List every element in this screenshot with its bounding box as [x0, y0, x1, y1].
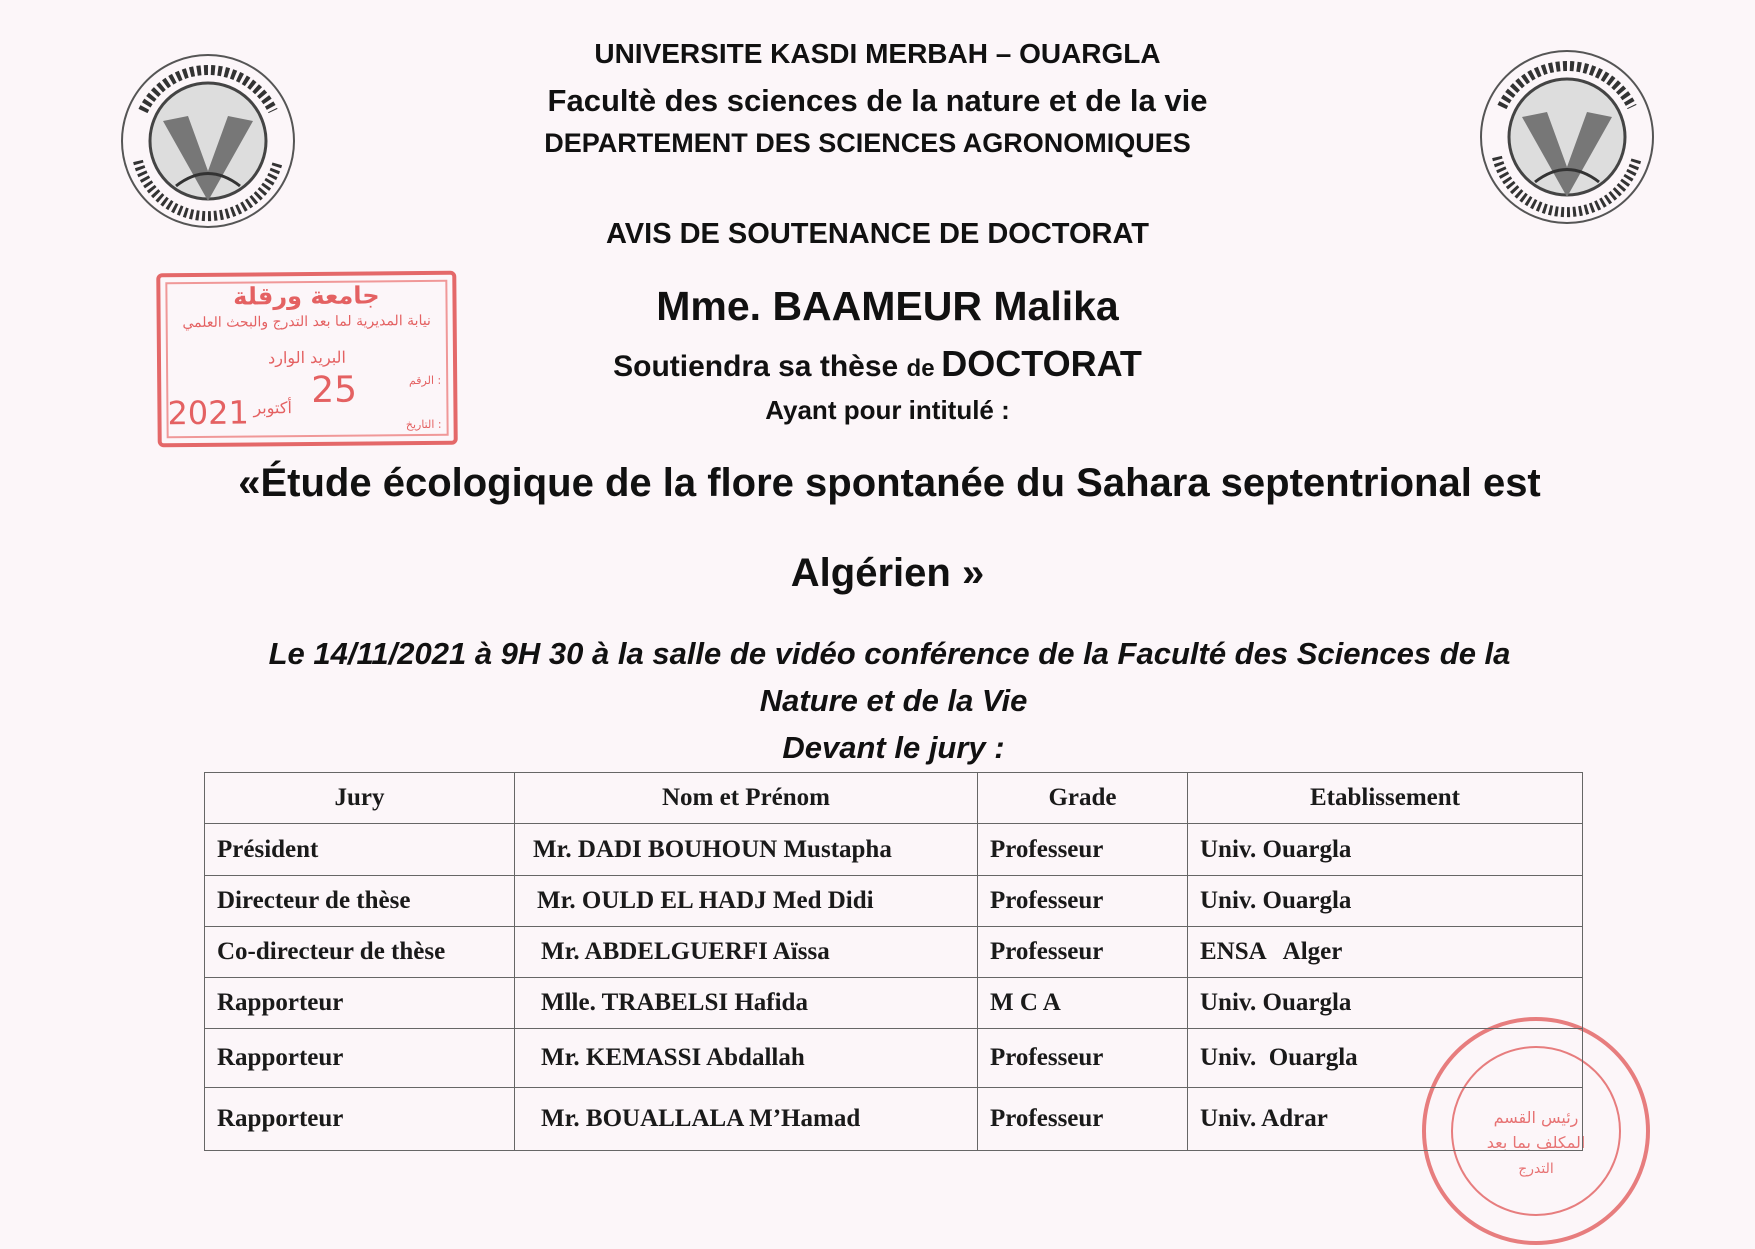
- cell-name: Mr. DADI BOUHOUN Mustapha: [515, 824, 978, 876]
- soutiendra-text: Soutiendra sa thèse: [613, 350, 907, 383]
- stamp-month: أكتوبر: [253, 398, 292, 418]
- svg-text:التدرج: التدرج: [1518, 1161, 1554, 1177]
- header-grade: Grade: [978, 773, 1188, 824]
- stamp-line1: جامعة ورقلة: [233, 281, 380, 311]
- table-row: [205, 1029, 1583, 1088]
- cell-name: Mr. BOUALLALA M’Hamad: [515, 1088, 978, 1151]
- thesis-title-line1: «Étude écologique de la flore spontanée du Sahara septentrional est: [238, 461, 1541, 505]
- cell-role: Directeur de thèse: [205, 876, 515, 927]
- cell-name: Mr. KEMASSI Abdallah: [515, 1029, 978, 1088]
- cell-role: Rapporteur: [205, 1029, 515, 1088]
- jury-table: [204, 772, 1583, 1151]
- cell-name: Mlle. TRABELSI Hafida: [515, 978, 978, 1029]
- cell-institution: Univ. Ouargla: [1188, 876, 1583, 927]
- cell-institution: Univ. Ouargla: [1188, 824, 1583, 876]
- cell-institution: ENSA Alger: [1188, 927, 1583, 978]
- cell-grade: M C A: [978, 978, 1188, 1029]
- cell-grade: Professeur: [978, 824, 1188, 876]
- cell-role: Rapporteur: [205, 1088, 515, 1151]
- soutiendra-line: [0, 343, 1755, 388]
- header-jury: Jury: [205, 773, 515, 824]
- cell-institution: Univ. Ouargla: [1188, 1029, 1583, 1088]
- defense-date-line1: Le 14/11/2021 à 9H 30 à la salle de vidéo conférence de la Faculté des Sciences de la: [268, 636, 1511, 671]
- stamp-date-label: التاريخ :: [405, 417, 442, 432]
- header-institution: Etablissement: [1188, 773, 1583, 824]
- stamp-number-label: الرقم :: [408, 373, 442, 388]
- jury-intro: Devant le jury :: [782, 730, 1005, 765]
- table-row: [205, 1088, 1583, 1151]
- defense-date-line2: Nature et de la Vie: [759, 683, 1028, 718]
- de-text: de: [906, 355, 942, 382]
- cell-name: Mr. OULD EL HADJ Med Didi: [515, 876, 978, 927]
- cell-name: Mr. ABDELGUERFI Aïssa: [515, 927, 978, 978]
- stamp-day: 25: [311, 369, 358, 411]
- cell-role: Rapporteur: [205, 978, 515, 1029]
- table-row: [205, 824, 1583, 876]
- stamp-line3: البريد الوارد: [267, 347, 346, 368]
- cell-grade: Professeur: [978, 876, 1188, 927]
- cell-role: Co-directeur de thèse: [205, 927, 515, 978]
- cell-grade: Professeur: [978, 927, 1188, 978]
- table-row: [205, 978, 1583, 1029]
- faculty-name: Facultè des sciences de la nature et de la vie: [547, 83, 1208, 118]
- stamp-line2: نيابة المديرية لما بعد التدرج والبحث العلمي: [182, 312, 431, 332]
- notice-heading: AVIS DE SOUTENANCE DE DOCTORAT: [606, 218, 1149, 250]
- table-header-row: [205, 773, 1583, 824]
- intitule-label: Ayant pour intitulé :: [765, 395, 1010, 425]
- cell-institution: Univ. Adrar: [1188, 1088, 1583, 1151]
- cell-grade: Professeur: [978, 1029, 1188, 1088]
- table-row: [205, 876, 1583, 927]
- doctorat-text: DOCTORAT: [941, 343, 1142, 384]
- candidate-name: Mme. BAAMEUR Malika: [656, 283, 1119, 329]
- department-name: DEPARTEMENT DES SCIENCES AGRONOMIQUES: [544, 128, 1191, 158]
- header-name: Nom et Prénom: [515, 773, 978, 824]
- university-name: UNIVERSITE KASDI MERBAH – OUARGLA: [594, 38, 1161, 69]
- cell-grade: Professeur: [978, 1088, 1188, 1151]
- thesis-title-line2: Algérien »: [790, 551, 985, 595]
- svg-text:رئيس القسم: رئيس القسم: [1493, 1108, 1579, 1127]
- cell-institution: Univ. Ouargla: [1188, 978, 1583, 1029]
- stamp-year: 2021: [167, 393, 250, 433]
- svg-text:المكلف بما بعد: المكلف بما بعد: [1486, 1133, 1586, 1152]
- cell-role: Président: [205, 824, 515, 876]
- table-row: [205, 927, 1583, 978]
